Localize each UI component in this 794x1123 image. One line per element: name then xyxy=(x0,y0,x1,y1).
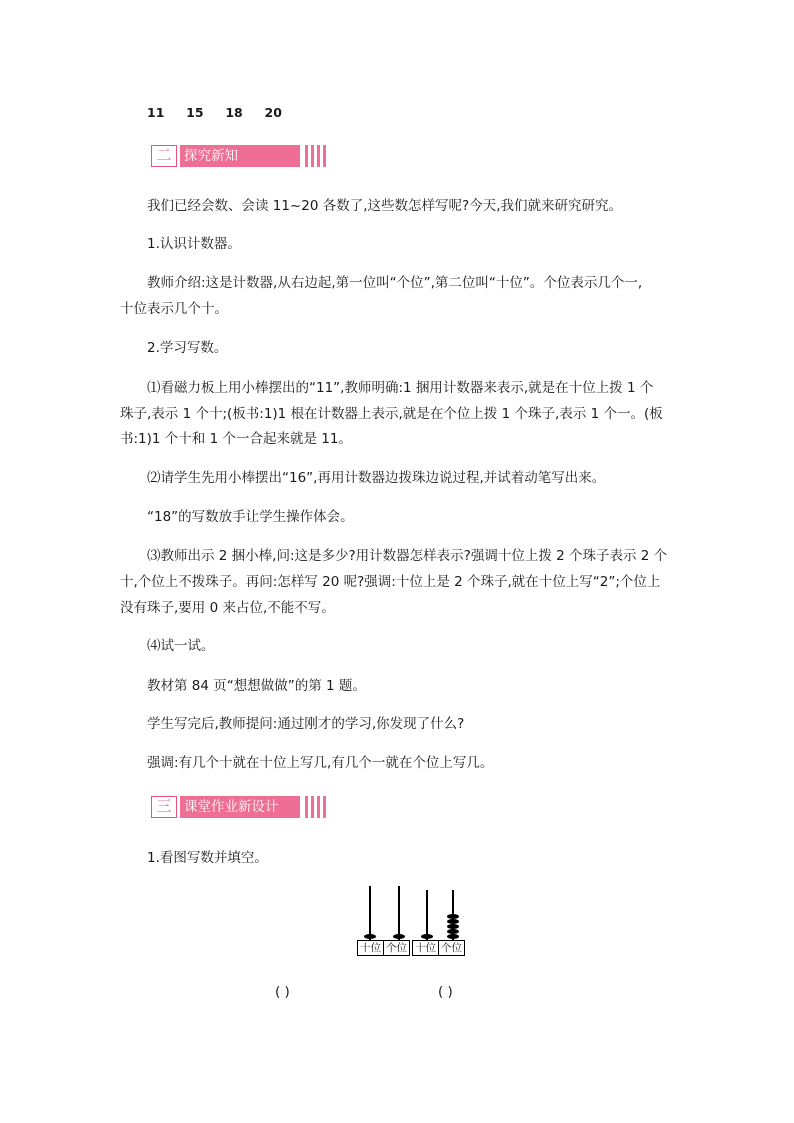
section-number: 二 xyxy=(151,145,177,167)
paragraph-teacher-line-1: 教师介绍:这是计数器,从右边起,第一位叫“个位”,第二位叫“十位”。个位表示几个一, xyxy=(147,275,643,291)
banner-stripes xyxy=(302,145,326,167)
section-number: 三 xyxy=(151,796,177,818)
paragraph-3-line-1: ⑴看磁力板上用小棒摆出的“11”,教师明确:1 捆用计数器来表示,就是在十位上拨 1 个 xyxy=(147,380,654,396)
paragraph-4: ⑵请学生先用小棒摆出“16”,再用计数器边拨珠边说过程,并试着动笔写出来。 xyxy=(147,470,606,486)
paragraph-step-2: 2.学习写数。 xyxy=(147,340,228,356)
tens-label: 十位 xyxy=(415,942,436,954)
section-banner-homework xyxy=(151,796,333,818)
paragraph-3-line-3: 书:1)1 个十和 1 个一合起来就是 11。 xyxy=(120,431,352,447)
abacus-bead xyxy=(421,934,433,939)
paragraph-10: 强调:有几个十就在十位上写几,有几个一就在个位上写几。 xyxy=(147,755,494,771)
paragraph-step-1: 1.认识计数器。 xyxy=(147,236,241,252)
abacus-label-box xyxy=(357,940,410,956)
abacus-rod-tens xyxy=(369,886,371,940)
exercise-1: 1.看图写数并填空。 xyxy=(147,850,268,866)
abacus-bead xyxy=(447,914,459,919)
paragraph-9: 学生写完后,教师提问:通过刚才的学习,你发现了什么? xyxy=(147,716,465,732)
abacus-rod-tens xyxy=(426,890,428,940)
abacus-bead xyxy=(393,934,405,939)
number-20: 20 xyxy=(264,105,282,120)
number-15: 15 xyxy=(186,105,204,120)
answer-blank-left[interactable]: ( ) xyxy=(275,984,290,1000)
section-title: 探究新知 xyxy=(180,145,300,167)
abacus-label-box xyxy=(412,940,465,956)
tens-label: 十位 xyxy=(360,942,381,954)
number-11: 11 xyxy=(147,105,165,120)
paragraph-7: ⑷试一试。 xyxy=(147,638,215,654)
answer-blank-right[interactable]: ( ) xyxy=(438,984,453,1000)
paragraph-6-line-2: 十,个位上不拨珠子。再问:怎样写 20 呢?强调:十位上是 2 个珠子,就在十位上写“2”;个位上 xyxy=(120,574,661,590)
number-18: 18 xyxy=(225,105,243,120)
abacus-bead xyxy=(447,934,459,939)
paragraph-6-line-3: 没有珠子,要用 0 来占位,不能不写。 xyxy=(120,600,335,616)
abacus-bead xyxy=(447,929,459,934)
paragraph-5: “18”的写数放手让学生操作体会。 xyxy=(147,509,354,525)
paragraph-teacher-line-2: 十位表示几个十。 xyxy=(120,301,228,317)
abacus-bead xyxy=(447,924,459,929)
abacus-bead xyxy=(364,934,376,939)
ones-label: 个位 xyxy=(438,941,464,955)
paragraph-8: 教材第 84 页“想想做做”的第 1 题。 xyxy=(147,678,366,694)
paragraph-intro: 我们已经会数、会读 11~20 各数了,这些数怎样写呢?今天,我们就来研究研究。 xyxy=(147,198,622,214)
banner-stripes xyxy=(302,796,326,818)
abacus-bead xyxy=(447,919,459,924)
top-numbers xyxy=(147,103,282,123)
section-banner-explore xyxy=(151,145,333,167)
ones-label: 个位 xyxy=(383,941,409,955)
section-title: 课堂作业新设计 xyxy=(180,796,300,818)
paragraph-6-line-1: ⑶教师出示 2 捆小棒,问:这是多少?用计数器怎样表示?强调十位上拨 2 个珠子表示 2 个 xyxy=(147,548,668,564)
abacus-rod-ones xyxy=(398,886,400,940)
paragraph-3-line-2: 珠子,表示 1 个十;(板书:1)1 根在计数器上表示,就是在个位上拨 1 个珠子,表示 1 个一。(板 xyxy=(120,406,663,422)
